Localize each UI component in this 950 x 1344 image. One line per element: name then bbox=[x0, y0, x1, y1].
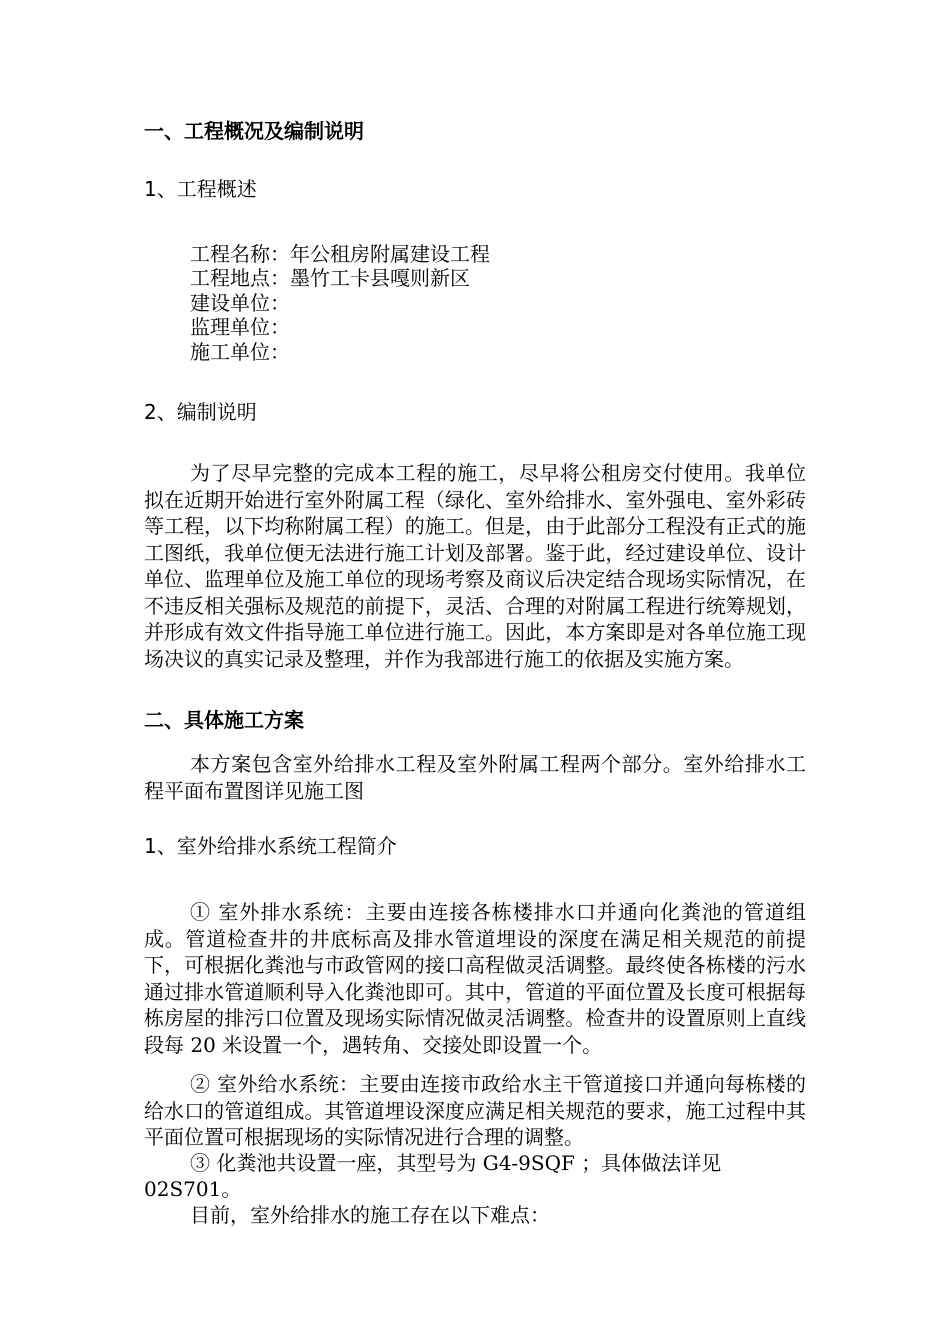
notes-paragraph: 为了尽早完整的完成本工程的施工，尽早将公租房交付使用。我单位拟在近期开始进行室外附属工程（绿化、室外给排水、室外强电、室外彩砖等工程，以下均称附属工程）的施工。但是，由于此部分工程没有正式的施工图纸，我单位便无法进行施工计划及部署。鉴于此，经过建设单位、设计单位、监理单位及施工单位的现场考察及商议后决定结合现场实际情况，在不违反相关强标及规范的前提下，灵活、合理的对附属工程进行统筹规划，并形成有效文件指导施工单位进行施工。因此，本方案即是对各单位施工现场决议的真实记录及整理，并作为我部进行施工的依据及实施方案。 bbox=[144, 461, 806, 671]
overview-heading: 1、工程概述 bbox=[144, 177, 257, 201]
supply-paragraph: ② 室外给水系统：主要由连接市政给水主干管道接口并通向每栋楼的给水口的管道组成。其管道埋设深度应满足相关规范的要求，施工过程中其平面位置可根据现场的实际情况进行合理的调整。 bbox=[144, 1072, 806, 1149]
construction-unit: 施工单位： bbox=[190, 340, 290, 364]
difficulty-line: 目前，室外给排水的施工存在以下难点： bbox=[190, 1203, 550, 1227]
supervision-unit: 监理单位： bbox=[190, 315, 290, 339]
drainage-paragraph: ① 室外排水系统：主要由连接各栋楼排水口并通向化粪池的管道组成。管道检查井的井底标高及排水管道埋设的深度在满足相关规范的前提下，可根据化粪池与市政管网的接口高程做灵活调整。最终使各栋楼的污水通过排水管道顺利导入化粪池即可。其中，管道的平面位置及长度可根据每栋房屋的排污口位置及现场实际情况做灵活调整。检查井的设置原则上直线段每 20 米设置一个，遇转角、交接处即设置一个。 bbox=[144, 900, 806, 1057]
project-location: 工程地点：墨竹工卡县嘎则新区 bbox=[190, 266, 470, 290]
notes-heading: 2、编制说明 bbox=[144, 400, 257, 424]
project-name: 工程名称：年公租房附属建设工程 bbox=[190, 242, 490, 266]
septic-line-2: 02S701。 bbox=[144, 1177, 242, 1201]
system-heading: 1、室外给排水系统工程简介 bbox=[144, 834, 397, 858]
client-unit: 建设单位： bbox=[190, 291, 290, 315]
intro-paragraph: 本方案包含室外给排水工程及室外附属工程两个部分。室外给排水工程平面布置图详见施工图 bbox=[144, 752, 806, 803]
section2-title: 二、具体施工方案 bbox=[144, 708, 304, 732]
septic-line-1: ③ 化粪池共设置一座，其型号为 G4-9SQF ；具体做法详见 bbox=[190, 1151, 722, 1175]
section1-title: 一、工程概况及编制说明 bbox=[144, 119, 364, 143]
